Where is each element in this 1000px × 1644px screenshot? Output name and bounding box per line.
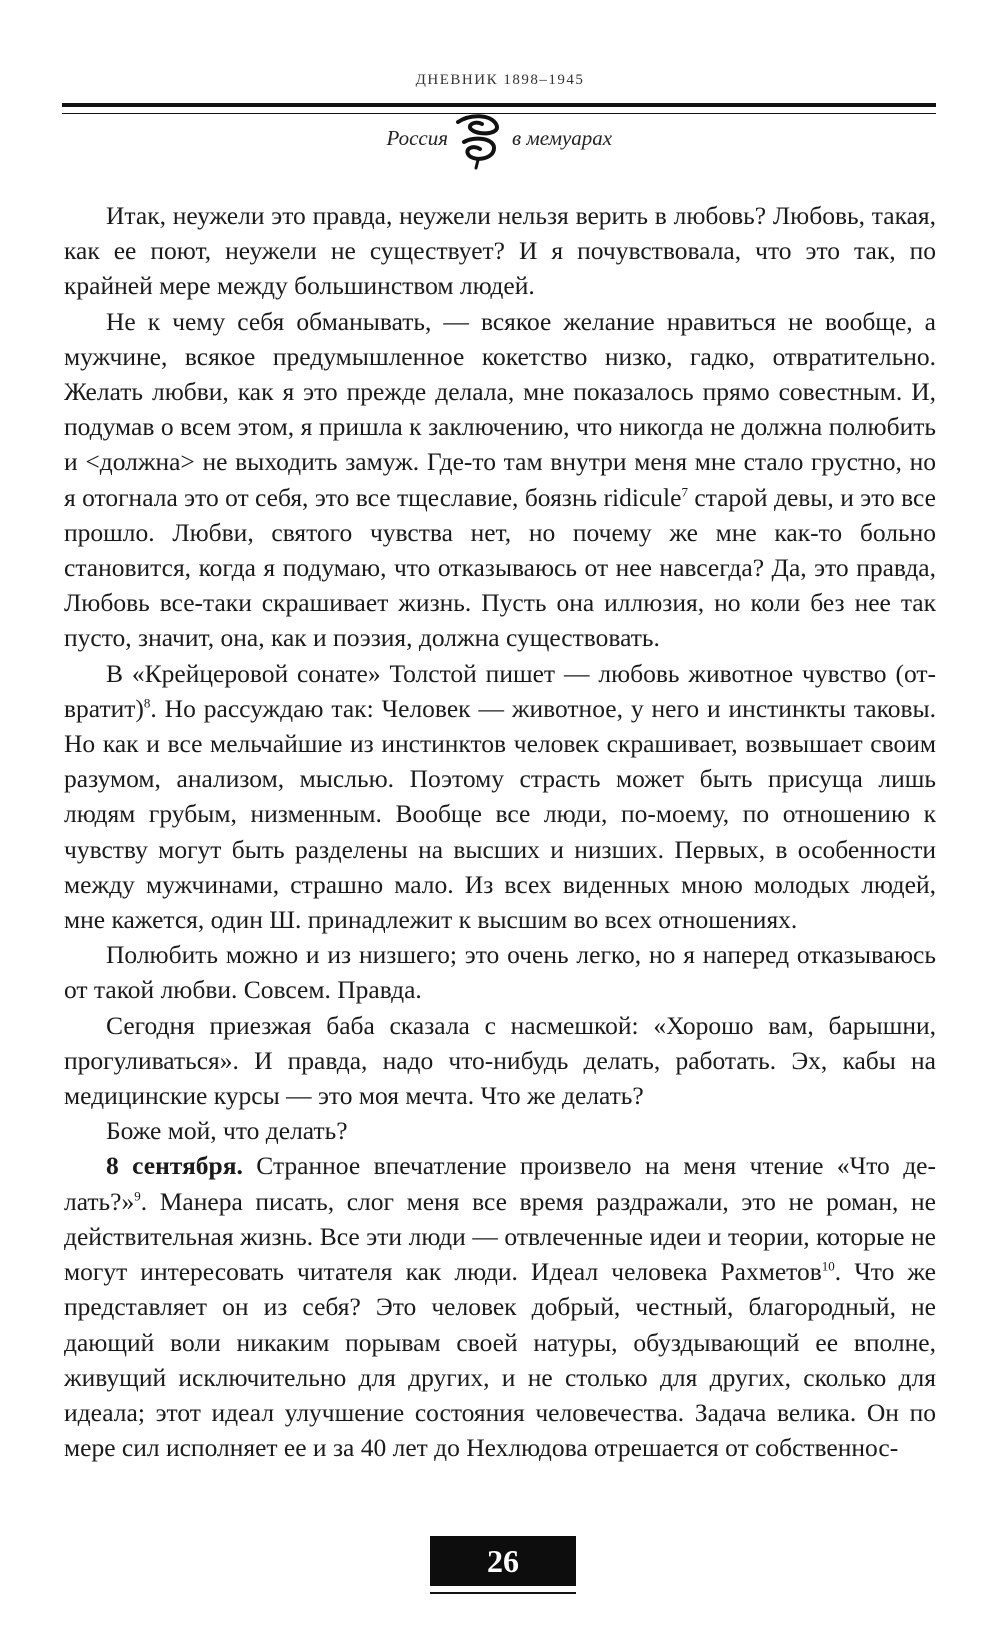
footnote-ref[interactable]: 9 — [134, 1188, 141, 1204]
paragraph: Полюбить можно и из низшего; это очень легко, но я наперед отказываюсь от такой любви. Совсем. Правда. — [64, 940, 936, 1005]
footnote-ref[interactable]: 8 — [143, 695, 151, 711]
series-title-right: в мемуарах — [512, 126, 613, 150]
ornamental-swirl-icon — [450, 112, 510, 172]
page-number-rule — [430, 1592, 576, 1594]
running-head: ДНЕВНИК 1898–1945 — [415, 72, 585, 88]
footnote-ref[interactable]: 10 — [821, 1258, 835, 1274]
series-title-left: Россия — [386, 126, 448, 150]
footnote-ref[interactable]: 7 — [681, 484, 688, 500]
paragraph: 8 сентября. Странное впечатление произвело на меня чтение «Что делать?»$^9$. Манера писать, слог меня все время раздражали, это не роман, не действительная жизнь. Все эти люди — отвлеченные идеи и теории, которые не могут интересовать читателя как люди. Идеал человека Рахметов$^{10}$. Что же представляет он из себя? Это человек добрый, честный, благородный, не дающий воли никаким порывам своей натуры, обуздывающий ее вполне, живущий исключительно для других, и не столько для других, сколько для идеала; этот идеал улучшение состояния человечества. Задача велика. Он по мере сил исполняет ее и за 40 лет до Нехлюдова отрешается от собственнос- — [64, 1151, 936, 1463]
diary-date: 8 сентября. — [106, 1151, 243, 1181]
paragraph: Сегодня приезжая баба сказала с насмешкой: «Хорошо вам, барышни, прогуливаться». И правда, надо что-нибудь делать, работать. Эх, кабы на медицинские курсы — это моя мечта. Что же делать? — [64, 1010, 936, 1111]
page-number: 26 — [430, 1536, 576, 1586]
paragraph: Итак, неужели это правда, неужели нельзя верить в любовь? Любовь, такая, как ее поют, неужели не существует? И я почувствовала, что это так, по крайней мере между большинством людей. — [64, 201, 936, 301]
series-title — [0, 120, 1000, 172]
body-text — [64, 198, 936, 1465]
paragraph: Боже мой, что делать? — [106, 1116, 348, 1146]
paragraph: В «Крейцеровой сонате» Толстой пишет — любовь животное чувство (отвратит)$^8$. Но рассуждаю так: Человек — животное, у него и инстинкты таковы. Но как и все мельчайшие из инстинктов человек скрашивает, возвышает своим разумом, анализом, мыслью. Поэтому страсть может быть присуща лишь людям грубым, низменным. Вообще все люди, по-моему, по отношению к чувству могут быть разделены на высших и низших. Первых, в особенности между мужчинами, страшно мало. Из всех виденных мною молодых людей, мне кажется, один Ш. принадлежит к высшим во всех отношениях. — [64, 658, 936, 935]
paragraph: Не к чему себя обманывать, — всякое желание нравиться не вообще, а мужчине, всякое предумышленное кокетство низко, гадко, отвратительно. Желать любви, как я это прежде делала, мне показалось прямо совестным. И, подумав о всем этом, я пришла к заключению, что никогда не должна полюбить и <должна> не выходить замуж. Где-то там внутри меня мне стало грустно, но я отогнала это от себя, это все тщеславие, боязнь ridicule$^7$ старой девы, и это все прошло. Любви, святого чувства нет, но почему же мне как-то больно становится, когда я подумаю, что отказываюсь от нее навсегда? Да, это правда, Любовь все-таки скрашивает жизнь. Пусть она иллюзия, но коли без нее так пусто, значит, она, как и поэзия, должна существовать. — [64, 306, 936, 653]
header-rule-thick — [62, 103, 936, 107]
